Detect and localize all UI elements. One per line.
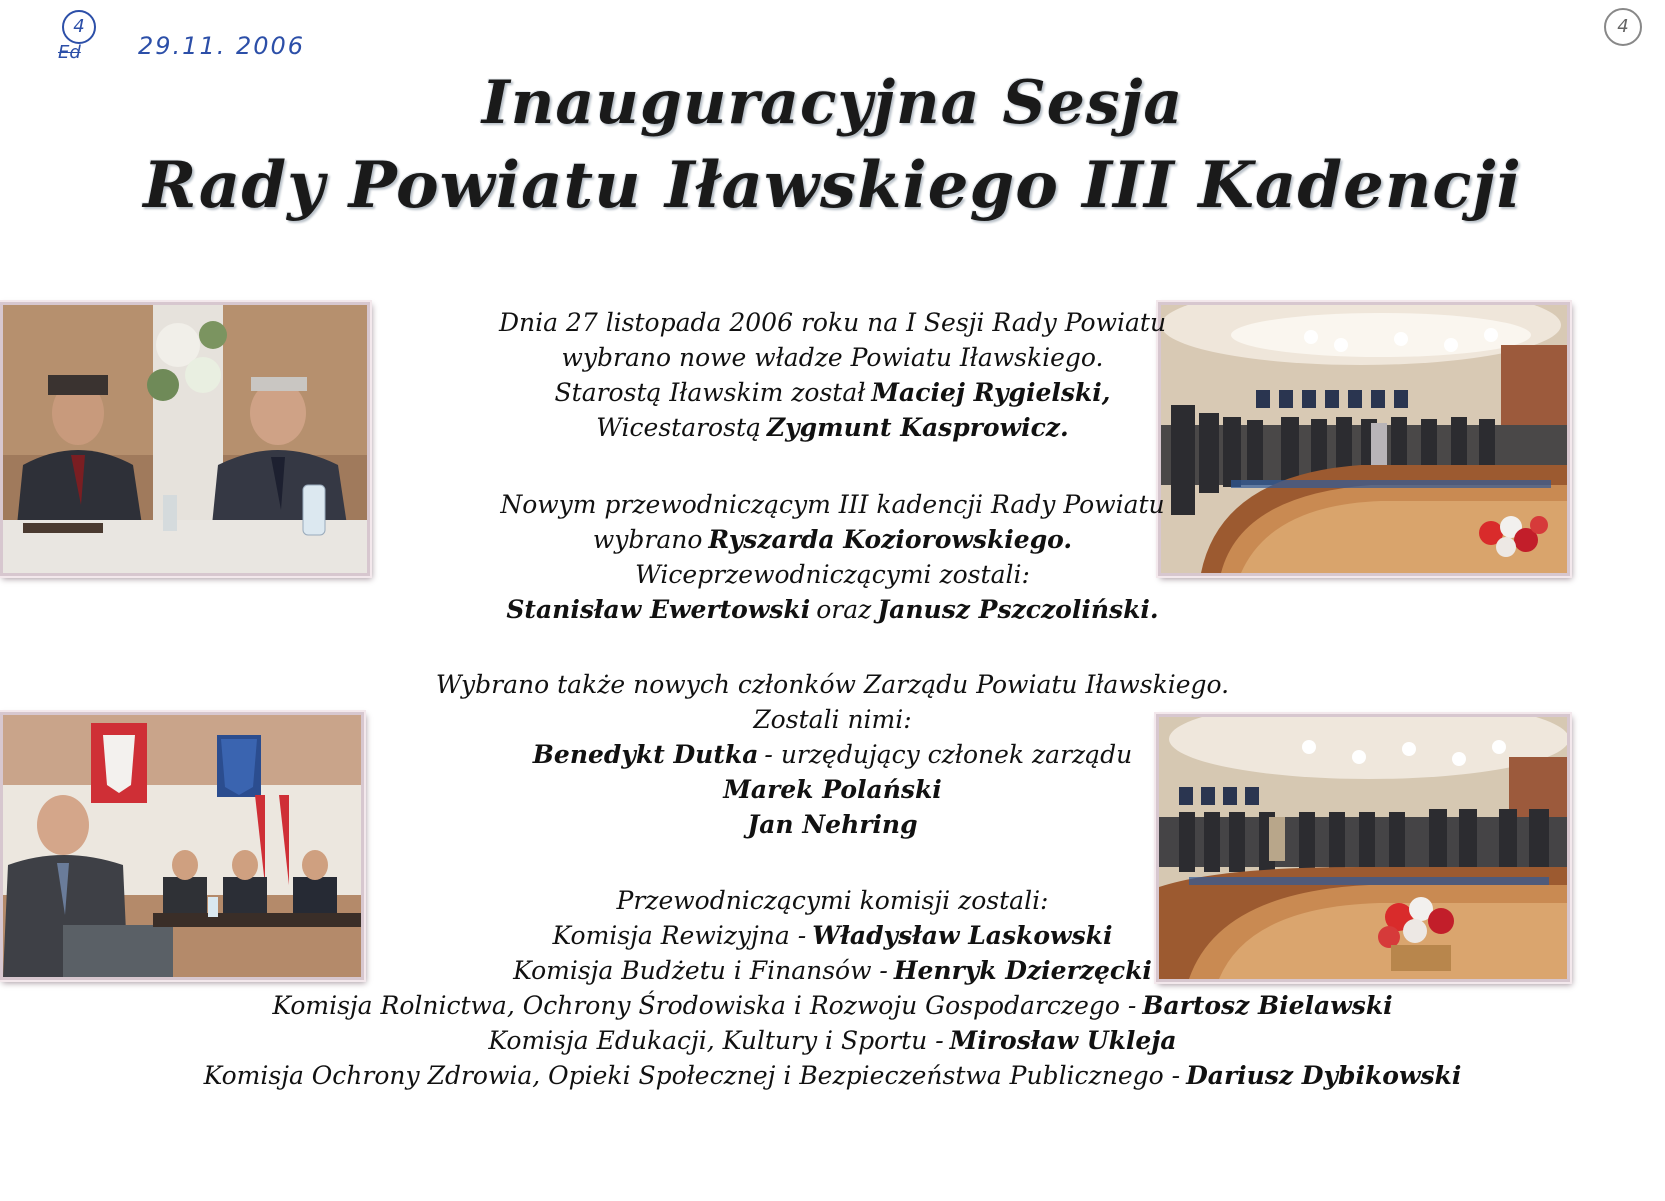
announcement-board-members xyxy=(0,667,1665,842)
page-title-line-2: Rady Powiatu Iławskiego III Kadencji xyxy=(143,148,1522,223)
commission-chair: Władysław Laskowski xyxy=(812,921,1113,950)
commission-row xyxy=(0,1023,1665,1058)
commission-name: Komisja Rewizyjna - xyxy=(552,921,807,950)
text-line: Nowym przewodniczącym III kadencji Rady Powiatu xyxy=(500,490,1165,519)
person-name: Jan Nehring xyxy=(747,810,918,839)
page-title-line-1: Inauguracyjna Sesja xyxy=(481,68,1184,138)
person-name: Maciej Rygielski, xyxy=(871,378,1111,407)
text-line: Wybrano także nowych członków Zarządu Powiatu Iławskiego. xyxy=(435,670,1230,699)
person-name: Stanisław Ewertowski xyxy=(506,595,811,624)
commission-name: Komisja Ochrony Zdrowia, Opieki Społecznej i Bezpieczeństwa Publicznego - xyxy=(203,1061,1181,1090)
commissions-heading: Przewodniczącymi komisji zostali: xyxy=(616,886,1049,915)
person-name: Janusz Pszczoliński. xyxy=(877,595,1159,624)
commission-row xyxy=(0,1058,1665,1093)
handwritten-date: 29.11. 2006 xyxy=(138,32,306,60)
text-line xyxy=(0,772,1665,807)
commission-row xyxy=(0,953,1665,988)
text-line xyxy=(0,410,1665,445)
commission-chair: Bartosz Bielawski xyxy=(1142,991,1393,1020)
text-line: Dnia 27 listopada 2006 roku na I Sesji Rady Powiatu xyxy=(498,308,1167,337)
text-line xyxy=(0,522,1665,557)
text-prefix: Starostą Iławskim został xyxy=(554,378,866,407)
commission-name: Komisja Rolnictwa, Ochrony Środowiska i Rozwoju Gospodarczego - xyxy=(272,991,1137,1020)
person-name: Zygmunt Kasprowicz. xyxy=(766,413,1069,442)
announcement-starosta xyxy=(0,305,1665,445)
text-conjunction: oraz xyxy=(816,595,872,624)
person-name: Marek Polański xyxy=(723,775,942,804)
commission-name: Komisja Edukacji, Kultury i Sportu - xyxy=(488,1026,944,1055)
text-suffix: - urzędujący członek zarządu xyxy=(764,740,1133,769)
commission-name: Komisja Budżetu i Finansów - xyxy=(513,956,888,985)
text-line: wybrano nowe władze Powiatu Iławskiego. xyxy=(561,343,1104,372)
text-prefix: wybrano xyxy=(592,525,703,554)
announcement-chairman xyxy=(0,487,1665,627)
text-line xyxy=(0,375,1665,410)
text-line: Wiceprzewodniczącymi zostali: xyxy=(635,560,1030,589)
reference-number: 4 xyxy=(62,10,96,44)
commission-row xyxy=(0,988,1665,1023)
commission-chair: Mirosław Ukleja xyxy=(949,1026,1177,1055)
handwritten-reference-number xyxy=(58,16,92,63)
commission-chair: Dariusz Dybikowski xyxy=(1186,1061,1462,1090)
commission-row xyxy=(0,918,1665,953)
text-prefix: Wicestarostą xyxy=(596,413,761,442)
announcement-commission-chairs xyxy=(0,883,1665,1093)
handwritten-page-number: 4 xyxy=(1604,8,1642,46)
person-name: Benedykt Dutka xyxy=(532,740,759,769)
commission-chair: Henryk Dzierzęcki xyxy=(893,956,1152,985)
struck-reference: Ed xyxy=(58,42,81,63)
person-name: Ryszarda Koziorowskiego. xyxy=(708,525,1073,554)
text-line xyxy=(0,737,1665,772)
text-line: Zostali nimi: xyxy=(753,705,912,734)
text-line xyxy=(0,592,1665,627)
text-line xyxy=(0,807,1665,842)
